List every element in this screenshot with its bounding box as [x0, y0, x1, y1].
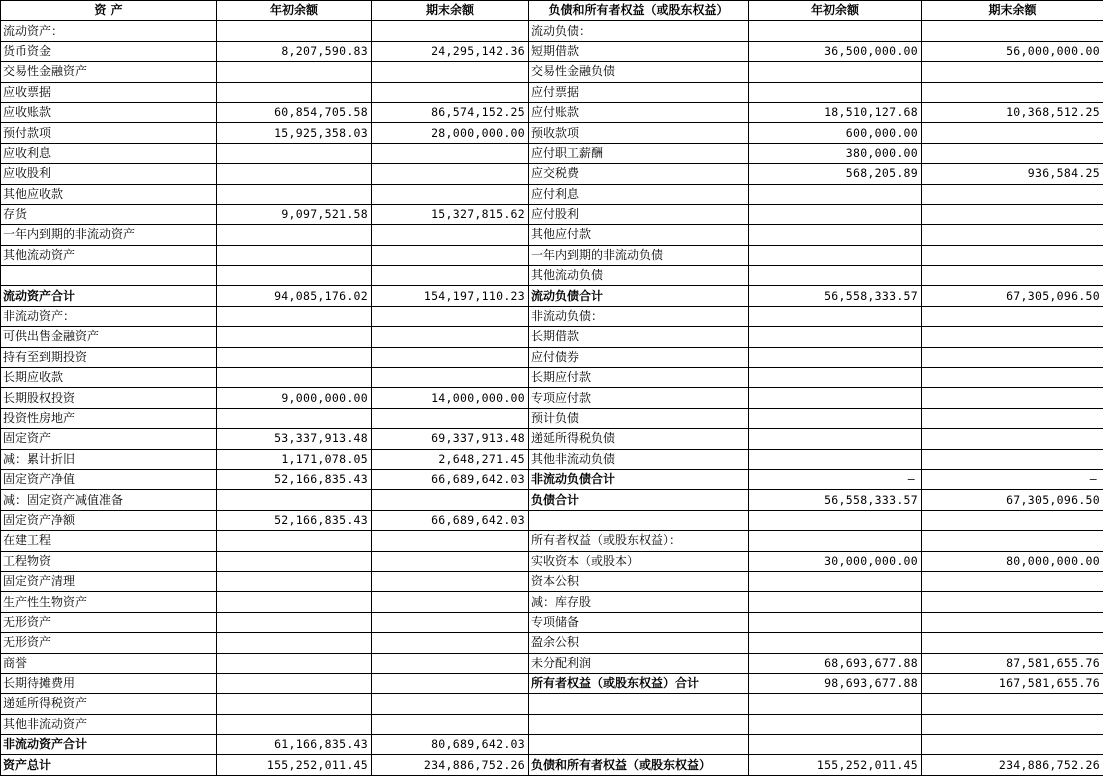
- cell-asset-opening[interactable]: [217, 368, 372, 388]
- cell-asset-item[interactable]: 减：固定资产减值准备: [1, 490, 217, 510]
- cell-asset-item[interactable]: 固定资产: [1, 429, 217, 449]
- cell-asset-item[interactable]: 无形资产: [1, 612, 217, 632]
- cell-liability-item[interactable]: 盈余公积: [529, 633, 749, 653]
- cell-liability-item[interactable]: 流动负债：: [529, 21, 749, 41]
- cell-liability-item[interactable]: 负债和所有者权益（或股东权益）: [529, 755, 749, 775]
- cell-asset-opening[interactable]: [217, 347, 372, 367]
- cell-liability-closing[interactable]: [922, 62, 1103, 82]
- cell-liability-opening[interactable]: [749, 531, 922, 551]
- table-row: [1, 102, 1103, 122]
- cell-asset-opening[interactable]: [217, 266, 372, 286]
- cell-liability-item[interactable]: 预收款项: [529, 123, 749, 143]
- cell-asset-item[interactable]: 其他非流动资产: [1, 714, 217, 734]
- cell-liability-opening[interactable]: –: [749, 469, 922, 489]
- cell-asset-opening[interactable]: 15,925,358.03: [217, 123, 372, 143]
- cell-liability-closing[interactable]: 56,000,000.00: [922, 41, 1103, 61]
- header-row: [1, 1, 1103, 21]
- cell-liability-closing[interactable]: [922, 266, 1103, 286]
- cell-asset-opening[interactable]: 9,000,000.00: [217, 388, 372, 408]
- cell-asset-closing[interactable]: 15,327,815.62: [372, 204, 529, 224]
- table-row: [1, 21, 1103, 41]
- cell-asset-opening[interactable]: 61,166,835.43: [217, 735, 372, 755]
- cell-liability-item[interactable]: [529, 510, 749, 530]
- cell-asset-opening[interactable]: 53,337,913.48: [217, 429, 372, 449]
- cell-asset-opening[interactable]: [217, 673, 372, 693]
- cell-asset-closing[interactable]: [372, 592, 529, 612]
- table-row: [1, 143, 1103, 163]
- cell-asset-opening[interactable]: [217, 592, 372, 612]
- cell-asset-item[interactable]: 固定资产清理: [1, 571, 217, 591]
- table-row: [1, 592, 1103, 612]
- cell-liability-opening[interactable]: [749, 184, 922, 204]
- cell-liability-opening[interactable]: [749, 388, 922, 408]
- cell-asset-opening[interactable]: [217, 653, 372, 673]
- cell-asset-item[interactable]: 预付款项: [1, 123, 217, 143]
- cell-asset-closing[interactable]: [372, 571, 529, 591]
- table-row: [1, 551, 1103, 571]
- cell-asset-item[interactable]: [1, 266, 217, 286]
- cell-asset-opening[interactable]: [217, 408, 372, 428]
- cell-asset-closing[interactable]: [372, 327, 529, 347]
- cell-liability-opening[interactable]: [749, 735, 922, 755]
- cell-asset-opening[interactable]: [217, 714, 372, 734]
- cell-liability-opening[interactable]: [749, 571, 922, 591]
- table-row: [1, 225, 1103, 245]
- cell-asset-item[interactable]: 长期待摊费用: [1, 673, 217, 693]
- cell-liability-closing[interactable]: [922, 368, 1103, 388]
- cell-liability-closing[interactable]: [922, 21, 1103, 41]
- cell-liability-item[interactable]: 应付债券: [529, 347, 749, 367]
- table-row: [1, 612, 1103, 632]
- cell-liability-closing[interactable]: [922, 592, 1103, 612]
- table-row: [1, 571, 1103, 591]
- cell-liability-closing[interactable]: [922, 184, 1103, 204]
- cell-liability-opening[interactable]: [749, 21, 922, 41]
- cell-liability-item[interactable]: [529, 694, 749, 714]
- cell-asset-opening[interactable]: 60,854,705.58: [217, 102, 372, 122]
- cell-asset-item[interactable]: 非流动资产：: [1, 306, 217, 326]
- cell-liability-opening[interactable]: 30,000,000.00: [749, 551, 922, 571]
- table-row: [1, 368, 1103, 388]
- cell-asset-closing[interactable]: [372, 714, 529, 734]
- header-assets-closing[interactable]: 期末余额: [372, 1, 529, 21]
- cell-asset-item[interactable]: 非流动资产合计: [1, 735, 217, 755]
- cell-liability-opening[interactable]: 18,510,127.68: [749, 102, 922, 122]
- cell-asset-closing[interactable]: 66,689,642.03: [372, 510, 529, 530]
- cell-asset-item[interactable]: 应收股利: [1, 164, 217, 184]
- cell-asset-item[interactable]: 长期应收款: [1, 368, 217, 388]
- cell-asset-item[interactable]: 货币资金: [1, 41, 217, 61]
- table-row: [1, 41, 1103, 61]
- table-row: [1, 164, 1103, 184]
- cell-asset-item[interactable]: 在建工程: [1, 531, 217, 551]
- cell-liability-closing[interactable]: [922, 204, 1103, 224]
- cell-liability-closing[interactable]: [922, 388, 1103, 408]
- table-row: [1, 204, 1103, 224]
- cell-asset-item[interactable]: 应收票据: [1, 82, 217, 102]
- cell-liability-item[interactable]: [529, 714, 749, 734]
- cell-liability-closing[interactable]: –: [922, 469, 1103, 489]
- cell-liability-opening[interactable]: 155,252,011.45: [749, 755, 922, 775]
- cell-asset-item[interactable]: 长期股权投资: [1, 388, 217, 408]
- cell-liability-item[interactable]: 应付账款: [529, 102, 749, 122]
- cell-liability-item[interactable]: 预计负债: [529, 408, 749, 428]
- cell-liability-item[interactable]: 减：库存股: [529, 592, 749, 612]
- cell-liability-opening[interactable]: [749, 694, 922, 714]
- cell-asset-opening[interactable]: [217, 143, 372, 163]
- header-liabilities-opening[interactable]: 年初余额: [749, 1, 922, 21]
- cell-asset-closing[interactable]: 14,000,000.00: [372, 388, 529, 408]
- table-row: [1, 82, 1103, 102]
- cell-asset-closing[interactable]: [372, 245, 529, 265]
- cell-asset-opening[interactable]: [217, 184, 372, 204]
- cell-liability-closing[interactable]: [922, 633, 1103, 653]
- cell-liability-item[interactable]: [529, 735, 749, 755]
- cell-asset-item[interactable]: 可供出售金融资产: [1, 327, 217, 347]
- cell-asset-opening[interactable]: 94,085,176.02: [217, 286, 372, 306]
- cell-liability-item[interactable]: 交易性金融负债: [529, 62, 749, 82]
- cell-liability-item[interactable]: 应付职工薪酬: [529, 143, 749, 163]
- table-row: [1, 429, 1103, 449]
- cell-asset-closing[interactable]: [372, 694, 529, 714]
- table-row: [1, 673, 1103, 693]
- cell-liability-item[interactable]: 一年内到期的非流动负债: [529, 245, 749, 265]
- table-row: [1, 408, 1103, 428]
- table-row: [1, 306, 1103, 326]
- header-assets[interactable]: 资 产: [1, 1, 217, 21]
- table-row: [1, 490, 1103, 510]
- cell-asset-closing[interactable]: [372, 673, 529, 693]
- cell-liability-opening[interactable]: 380,000.00: [749, 143, 922, 163]
- cell-liability-item[interactable]: 长期应付款: [529, 368, 749, 388]
- cell-asset-item[interactable]: 应收利息: [1, 143, 217, 163]
- cell-asset-item[interactable]: 减：累计折旧: [1, 449, 217, 469]
- cell-asset-item[interactable]: 递延所得税资产: [1, 694, 217, 714]
- cell-asset-closing[interactable]: [372, 347, 529, 367]
- cell-asset-closing[interactable]: 154,197,110.23: [372, 286, 529, 306]
- cell-liability-item[interactable]: 应交税费: [529, 164, 749, 184]
- cell-liability-opening[interactable]: 36,500,000.00: [749, 41, 922, 61]
- cell-liability-opening[interactable]: 56,558,333.57: [749, 286, 922, 306]
- cell-liability-item[interactable]: 其他非流动负债: [529, 449, 749, 469]
- cell-asset-item[interactable]: 交易性金融资产: [1, 62, 217, 82]
- cell-liability-item[interactable]: 所有者权益（或股东权益）合计: [529, 673, 749, 693]
- cell-asset-closing[interactable]: [372, 490, 529, 510]
- cell-asset-opening[interactable]: [217, 571, 372, 591]
- table-row: [1, 327, 1103, 347]
- cell-asset-opening[interactable]: [217, 633, 372, 653]
- cell-asset-opening[interactable]: [217, 245, 372, 265]
- cell-liability-item[interactable]: 实收资本（或股本）: [529, 551, 749, 571]
- cell-asset-item[interactable]: 流动资产合计: [1, 286, 217, 306]
- cell-liability-closing[interactable]: 167,581,655.76: [922, 673, 1103, 693]
- cell-liability-item[interactable]: 专项储备: [529, 612, 749, 632]
- cell-liability-item[interactable]: 未分配利润: [529, 653, 749, 673]
- cell-asset-opening[interactable]: 155,252,011.45: [217, 755, 372, 775]
- table-row: [1, 286, 1103, 306]
- cell-asset-closing[interactable]: [372, 368, 529, 388]
- cell-asset-closing[interactable]: [372, 21, 529, 41]
- cell-asset-item[interactable]: 投资性房地产: [1, 408, 217, 428]
- cell-asset-closing[interactable]: [372, 531, 529, 551]
- table-row: [1, 653, 1103, 673]
- cell-liability-opening[interactable]: [749, 612, 922, 632]
- cell-liability-item[interactable]: 所有者权益（或股东权益）：: [529, 531, 749, 551]
- cell-asset-closing[interactable]: 234,886,752.26: [372, 755, 529, 775]
- cell-liability-item[interactable]: 流动负债合计: [529, 286, 749, 306]
- cell-liability-item[interactable]: 专项应付款: [529, 388, 749, 408]
- cell-asset-item[interactable]: 应收账款: [1, 102, 217, 122]
- cell-asset-closing[interactable]: [372, 225, 529, 245]
- cell-asset-item[interactable]: 固定资产净额: [1, 510, 217, 530]
- cell-asset-item[interactable]: 流动资产：: [1, 21, 217, 41]
- cell-liability-closing[interactable]: 67,305,096.50: [922, 286, 1103, 306]
- cell-asset-item[interactable]: 生产性生物资产: [1, 592, 217, 612]
- cell-asset-closing[interactable]: 2,648,271.45: [372, 449, 529, 469]
- cell-liability-opening[interactable]: [749, 408, 922, 428]
- table-row: [1, 694, 1103, 714]
- cell-liability-opening[interactable]: [749, 449, 922, 469]
- cell-liability-opening[interactable]: 600,000.00: [749, 123, 922, 143]
- cell-liability-closing[interactable]: [922, 510, 1103, 530]
- cell-asset-opening[interactable]: [217, 62, 372, 82]
- cell-asset-item[interactable]: 资产总计: [1, 755, 217, 775]
- cell-liability-item[interactable]: 非流动负债合计: [529, 469, 749, 489]
- cell-liability-opening[interactable]: 98,693,677.88: [749, 673, 922, 693]
- cell-asset-closing[interactable]: [372, 184, 529, 204]
- cell-asset-closing[interactable]: 24,295,142.36: [372, 41, 529, 61]
- cell-asset-opening[interactable]: [217, 225, 372, 245]
- cell-liability-closing[interactable]: 936,584.25: [922, 164, 1103, 184]
- cell-asset-closing[interactable]: 69,337,913.48: [372, 429, 529, 449]
- cell-liability-closing[interactable]: [922, 123, 1103, 143]
- cell-asset-opening[interactable]: [217, 327, 372, 347]
- cell-liability-opening[interactable]: [749, 306, 922, 326]
- cell-liability-item[interactable]: 其他应付款: [529, 225, 749, 245]
- cell-liability-closing[interactable]: 80,000,000.00: [922, 551, 1103, 571]
- cell-liability-item[interactable]: 非流动负债：: [529, 306, 749, 326]
- cell-liability-opening[interactable]: 68,693,677.88: [749, 653, 922, 673]
- cell-liability-opening[interactable]: [749, 204, 922, 224]
- cell-asset-closing[interactable]: [372, 408, 529, 428]
- table-row: [1, 388, 1103, 408]
- table-row: [1, 347, 1103, 367]
- cell-liability-closing[interactable]: [922, 225, 1103, 245]
- cell-liability-item[interactable]: 长期借款: [529, 327, 749, 347]
- cell-liability-item[interactable]: 应付利息: [529, 184, 749, 204]
- cell-liability-closing[interactable]: [922, 306, 1103, 326]
- cell-liability-closing[interactable]: [922, 327, 1103, 347]
- table-row: [1, 184, 1103, 204]
- cell-liability-item[interactable]: 其他流动负债: [529, 266, 749, 286]
- cell-liability-opening[interactable]: [749, 327, 922, 347]
- header-liabilities-equity[interactable]: 负债和所有者权益（或股东权益）: [529, 1, 749, 21]
- cell-liability-closing[interactable]: 67,305,096.50: [922, 490, 1103, 510]
- cell-asset-opening[interactable]: [217, 694, 372, 714]
- cell-liability-opening[interactable]: [749, 368, 922, 388]
- cell-asset-closing[interactable]: [372, 653, 529, 673]
- cell-asset-closing[interactable]: [372, 633, 529, 653]
- cell-asset-item[interactable]: 工程物资: [1, 551, 217, 571]
- cell-liability-closing[interactable]: 234,886,752.26: [922, 755, 1103, 775]
- cell-asset-opening[interactable]: [217, 531, 372, 551]
- header-liabilities-closing[interactable]: 期末余额: [922, 1, 1103, 21]
- cell-liability-opening[interactable]: [749, 62, 922, 82]
- cell-asset-opening[interactable]: [217, 490, 372, 510]
- cell-asset-item[interactable]: 其他流动资产: [1, 245, 217, 265]
- cell-asset-closing[interactable]: [372, 143, 529, 163]
- cell-asset-item[interactable]: 一年内到期的非流动资产: [1, 225, 217, 245]
- cell-asset-item[interactable]: 持有至到期投资: [1, 347, 217, 367]
- cell-liability-closing[interactable]: [922, 735, 1103, 755]
- table-row: [1, 469, 1103, 489]
- table-row: [1, 245, 1103, 265]
- cell-asset-opening[interactable]: [217, 612, 372, 632]
- cell-asset-closing[interactable]: [372, 306, 529, 326]
- cell-liability-closing[interactable]: 87,581,655.76: [922, 653, 1103, 673]
- cell-liability-item[interactable]: 负债合计: [529, 490, 749, 510]
- cell-asset-closing[interactable]: 80,689,642.03: [372, 735, 529, 755]
- cell-liability-item[interactable]: 资本公积: [529, 571, 749, 591]
- cell-liability-opening[interactable]: [749, 592, 922, 612]
- cell-liability-closing[interactable]: [922, 612, 1103, 632]
- cell-liability-closing[interactable]: [922, 429, 1103, 449]
- cell-asset-opening[interactable]: [217, 82, 372, 102]
- cell-asset-closing[interactable]: 28,000,000.00: [372, 123, 529, 143]
- cell-liability-opening[interactable]: [749, 245, 922, 265]
- cell-asset-item[interactable]: 固定资产净值: [1, 469, 217, 489]
- cell-liability-closing[interactable]: [922, 449, 1103, 469]
- cell-liability-closing[interactable]: [922, 571, 1103, 591]
- cell-liability-closing[interactable]: [922, 82, 1103, 102]
- cell-asset-opening[interactable]: 52,166,835.43: [217, 510, 372, 530]
- cell-liability-closing[interactable]: [922, 347, 1103, 367]
- cell-liability-opening[interactable]: [749, 347, 922, 367]
- cell-liability-closing[interactable]: [922, 714, 1103, 734]
- cell-asset-opening[interactable]: 9,097,521.58: [217, 204, 372, 224]
- cell-liability-opening[interactable]: [749, 429, 922, 449]
- header-assets-opening[interactable]: 年初余额: [217, 1, 372, 21]
- table-row: [1, 735, 1103, 755]
- table-body: [1, 21, 1103, 775]
- cell-asset-opening[interactable]: 8,207,590.83: [217, 41, 372, 61]
- cell-asset-closing[interactable]: [372, 62, 529, 82]
- cell-asset-opening[interactable]: 1,171,078.05: [217, 449, 372, 469]
- cell-asset-item[interactable]: 无形资产: [1, 633, 217, 653]
- cell-asset-closing[interactable]: [372, 164, 529, 184]
- table-row: [1, 510, 1103, 530]
- cell-liability-closing[interactable]: [922, 245, 1103, 265]
- cell-liability-closing[interactable]: [922, 408, 1103, 428]
- cell-liability-opening[interactable]: [749, 510, 922, 530]
- cell-asset-item[interactable]: 存货: [1, 204, 217, 224]
- cell-asset-closing[interactable]: [372, 551, 529, 571]
- cell-asset-item[interactable]: 其他应收款: [1, 184, 217, 204]
- cell-asset-closing[interactable]: 66,689,642.03: [372, 469, 529, 489]
- cell-liability-opening[interactable]: 56,558,333.57: [749, 490, 922, 510]
- table-row: [1, 123, 1103, 143]
- table-row: [1, 62, 1103, 82]
- cell-liability-opening[interactable]: [749, 633, 922, 653]
- cell-liability-closing[interactable]: [922, 694, 1103, 714]
- table-row: [1, 633, 1103, 653]
- cell-liability-item[interactable]: 短期借款: [529, 41, 749, 61]
- table-row: [1, 714, 1103, 734]
- cell-asset-closing[interactable]: [372, 82, 529, 102]
- cell-liability-opening[interactable]: 568,205.89: [749, 164, 922, 184]
- cell-liability-closing[interactable]: 10,368,512.25: [922, 102, 1103, 122]
- cell-asset-item[interactable]: 商誉: [1, 653, 217, 673]
- cell-liability-opening[interactable]: [749, 714, 922, 734]
- cell-asset-opening[interactable]: [217, 164, 372, 184]
- cell-liability-opening[interactable]: [749, 225, 922, 245]
- table-row: [1, 755, 1103, 775]
- cell-asset-closing[interactable]: 86,574,152.25: [372, 102, 529, 122]
- cell-liability-item[interactable]: 应付票据: [529, 82, 749, 102]
- cell-liability-item[interactable]: 应付股利: [529, 204, 749, 224]
- cell-asset-opening[interactable]: [217, 306, 372, 326]
- cell-asset-opening[interactable]: 52,166,835.43: [217, 469, 372, 489]
- cell-liability-closing[interactable]: [922, 143, 1103, 163]
- table-row: [1, 531, 1103, 551]
- cell-asset-closing[interactable]: [372, 612, 529, 632]
- table-row: [1, 266, 1103, 286]
- cell-asset-opening[interactable]: [217, 21, 372, 41]
- cell-liability-opening[interactable]: [749, 266, 922, 286]
- cell-asset-opening[interactable]: [217, 551, 372, 571]
- cell-liability-closing[interactable]: [922, 531, 1103, 551]
- cell-liability-item[interactable]: 递延所得税负债: [529, 429, 749, 449]
- table-row: [1, 449, 1103, 469]
- cell-asset-closing[interactable]: [372, 266, 529, 286]
- cell-liability-opening[interactable]: [749, 82, 922, 102]
